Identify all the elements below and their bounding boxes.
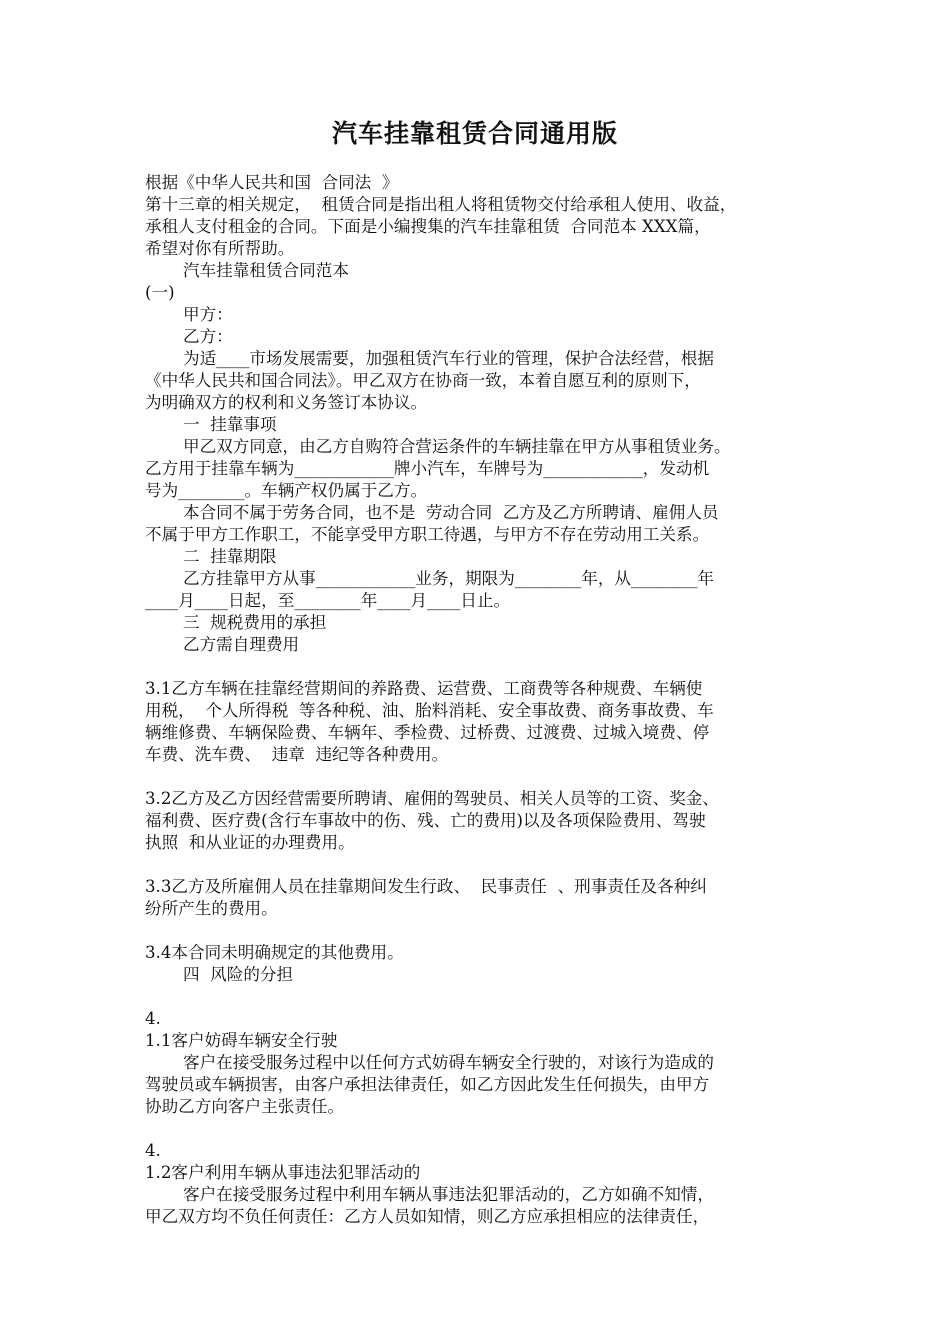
text-line: 号为________。车辆产权仍属于乙方。 — [145, 481, 428, 500]
text-line: 4. — [145, 1141, 161, 1160]
blank-line — [145, 854, 825, 876]
text-line: 辆维修费、车辆保险费、车辆年、季检费、过桥费、过渡费、过城入境费、停 — [145, 723, 710, 742]
text-line: 3.3乙方及所雇佣人员在挂靠期间发生行政、 民事责任 、刑事责任及各种纠 — [145, 877, 707, 896]
text-line: 根据《中华人民共和国 合同法 》 — [145, 173, 399, 192]
text-line: 执照 和从业证的办理费用。 — [145, 833, 355, 852]
party-a-label: 甲方： — [183, 305, 233, 324]
text-line: 3.1乙方车辆在挂靠经营期间的养路费、运营费、工商费等各种规费、车辆使 — [145, 679, 703, 698]
blank-line — [145, 920, 825, 942]
text-line: 甲乙双方同意，由乙方自购符合营运条件的车辆挂靠在甲方从事租赁业务。 — [183, 437, 731, 456]
text-line: 客户在接受服务过程中利用车辆从事违法犯罪活动的，乙方如确不知情， — [183, 1185, 714, 1204]
text-line: 为适____市场发展需要，加强租赁汽车行业的管理，保护合法经营，根据 — [183, 349, 714, 368]
text-line: 福利费、医疗费(含行车事故中的伤、残、亡的费用)以及各项保险费用、驾驶 — [145, 811, 706, 830]
text-line: 甲乙双方均不负任何责任：乙方人员如知情，则乙方应承担相应的法律责任， — [145, 1207, 710, 1226]
blank-line — [145, 766, 825, 788]
text-line: 不属于甲方工作职工，不能享受甲方职工待遇，与甲方不存在劳动用工关系。 — [145, 525, 710, 544]
text-line: 3.4本合同未明确规定的其他费用。 — [145, 943, 404, 962]
text-line: 为明确双方的权利和义务签订本协议。 — [145, 393, 428, 412]
text-line: 希望对你有所帮助。 — [145, 239, 295, 258]
text-line: 3.2乙方及乙方因经营需要所聘请、雇佣的驾驶员、相关人员等的工资、奖金、 — [145, 789, 719, 808]
text-line: 1.1客户妨碍车辆安全行驶 — [145, 1031, 338, 1050]
blank-line — [145, 986, 825, 1008]
section-heading: 汽车挂靠租赁合同范本 — [183, 261, 349, 280]
text-line: 纷所产生的费用。 — [145, 899, 278, 918]
section-heading: 二 挂靠期限 — [183, 547, 277, 566]
text-line: (一) — [145, 283, 175, 302]
party-b-label: 乙方： — [183, 327, 233, 346]
text-line: 用税， 个人所得税 等各种税、油、胎料消耗、安全事故费、商务事故费、车 — [145, 701, 714, 720]
text-line: 1.2客户利用车辆从事违法犯罪活动的 — [145, 1163, 421, 1182]
document-body — [145, 172, 825, 1228]
blank-line — [145, 656, 825, 678]
text-line: 乙方挂靠甲方从事____________业务，期限为________年，从________年 — [183, 569, 714, 588]
text-line: 4. — [145, 1009, 161, 1028]
text-line: 客户在接受服务过程中以任何方式妨碍车辆安全行驶的，对该行为造成的 — [183, 1053, 714, 1072]
section-heading: 三 规税费用的承担 — [183, 613, 327, 632]
section-heading: 四 风险的分担 — [183, 965, 294, 984]
section-heading: 一 挂靠事项 — [183, 415, 277, 434]
text-line: 驾驶员或车辆损害，由客户承担法律责任，如乙方因此发生任何损失，由甲方 — [145, 1075, 710, 1094]
text-line: 本合同不属于劳务合同，也不是 劳动合同 乙方及乙方所聘请、雇佣人员 — [183, 503, 719, 522]
blank-line — [145, 1118, 825, 1140]
text-line: 承租人支付租金的合同。下面是小编搜集的汽车挂靠租赁 合同范本 XXX篇， — [145, 217, 711, 236]
text-line: ____月____日起，至________年____月____日止。 — [145, 591, 511, 610]
text-line: 协助乙方向客户主张责任。 — [145, 1097, 345, 1116]
text-line: 乙方需自理费用 — [183, 635, 300, 654]
text-line: 车费、洗车费、 违章 违纪等各种费用。 — [145, 745, 449, 764]
text-line: 第十三章的相关规定， 租赁合同是指出租人将租赁物交付给承租人使用、收益， — [145, 195, 737, 214]
document-title: 汽车挂靠租赁合同通用版 — [331, 119, 618, 148]
text-line: 《中华人民共和国合同法》。甲乙双方在协商一致，本着自愿互利的原则下， — [145, 371, 701, 390]
text-line: 乙方用于挂靠车辆为____________牌小汽车，车牌号为____________，发动机 — [145, 459, 710, 478]
